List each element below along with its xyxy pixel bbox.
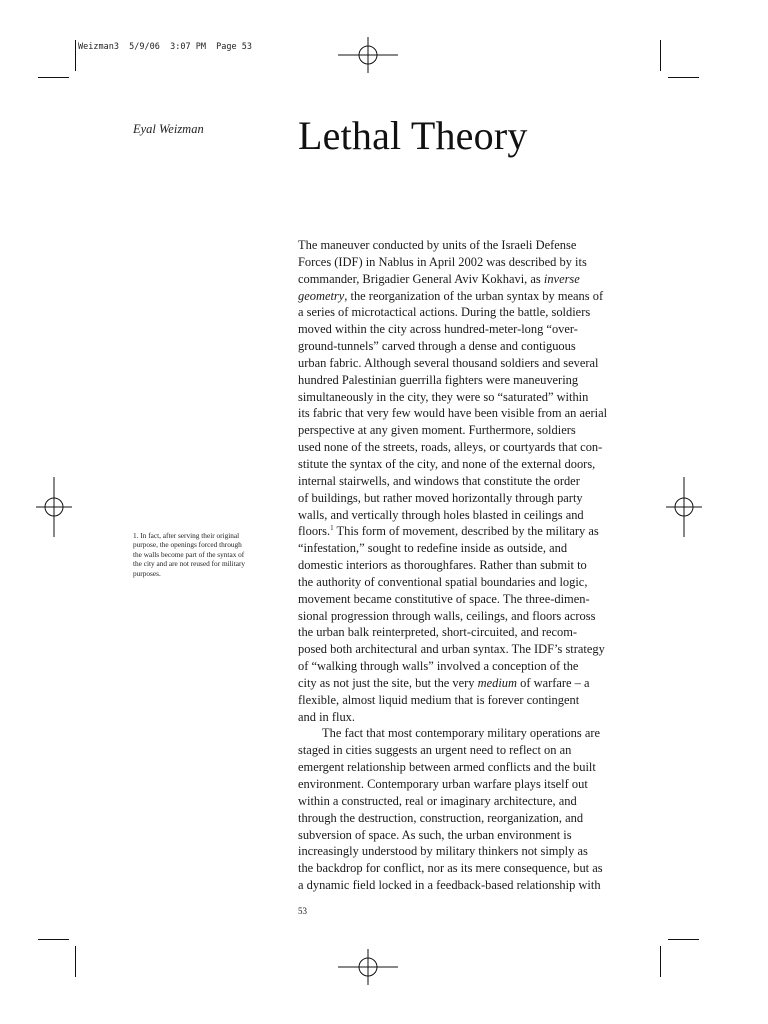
body-line: emergent relationship between armed conflicts and the built (298, 760, 596, 775)
body-line: ground-tunnels” carved through a dense and contiguous (298, 339, 576, 354)
crop-mark (75, 946, 76, 977)
body-line: increasingly understood by military thinkers not simply as (298, 844, 588, 859)
body-line: domestic interiors as thoroughfares. Rather than submit to (298, 558, 587, 573)
body-line: of “walking through walls” involved a conception of the (298, 659, 579, 674)
body-line: floors.$^1$ This form of movement, described by the military as (298, 524, 599, 539)
body-line: movement became constitutive of space. The three-dimen- (298, 591, 590, 606)
body-line: its fabric that very few would have been visible from an aerial (298, 406, 608, 421)
body-line: The maneuver conducted by units of the Israeli Defense (298, 238, 577, 252)
body-line: stitute the syntax of the city, and none of the external doors, (298, 456, 596, 471)
body-line: The fact that most contemporary military operations are (322, 726, 601, 741)
footnote-line: the walls become part of the syntax of (133, 549, 245, 559)
body-line: “infestation,” sought to redefine inside as outside, and (298, 541, 568, 556)
body-line: flexible, almost liquid medium that is forever contingent (298, 692, 580, 707)
body-line: sional progression through walls, ceilings, and floors across (298, 608, 596, 623)
footnote (133, 531, 283, 578)
body-line: Forces (IDF) in Nablus in April 2002 was described by its (298, 254, 587, 269)
footnote-line: purpose, the openings forced through (133, 540, 242, 550)
registration-mark-icon (338, 949, 398, 985)
body-line: of buildings, but rather moved horizontally through party (298, 490, 583, 505)
body-line: urban fabric. Although several thousand soldiers and several (298, 355, 599, 370)
body-line: subversion of space. As such, the urban environment is (298, 827, 572, 842)
body-line: the backdrop for conflict, nor as its mere consequence, but as (298, 861, 603, 876)
chapter-title: Lethal Theory (298, 113, 528, 158)
body-line: a dynamic field locked in a feedback-based relationship with (298, 878, 601, 893)
body-line: the urban balk reinterpreted, short-circuited, and recom- (298, 625, 578, 640)
footnote-line: 1. In fact, after serving their original (133, 531, 240, 540)
body-line: the authority of conventional spatial boundaries and logic, (298, 574, 588, 589)
crop-mark (660, 40, 661, 71)
emphasis-text: geometry (298, 288, 345, 303)
body-line: a series of microtactical actions. During the battle, soldiers (298, 305, 591, 320)
crop-mark (668, 77, 699, 78)
body-text (298, 237, 618, 894)
body-line: posed both architectural and urban syntax. The IDF’s strategy (298, 642, 605, 657)
body-line: used none of the streets, roads, alleys, or courtyards that con- (298, 440, 603, 455)
crop-mark (38, 77, 69, 78)
printer-slug: Weizman3 5/9/06 3:07 PM Page 53 (78, 42, 252, 52)
body-line: commander, Brigadier General Aviv Kokhavi, as inverse (298, 271, 580, 286)
registration-mark-icon (36, 477, 72, 537)
body-line: perspective at any given moment. Furthermore, soldiers (298, 423, 576, 438)
crop-mark (38, 939, 69, 940)
crop-mark (75, 40, 76, 71)
body-line: moved within the city across hundred-meter-long “over- (298, 322, 578, 337)
body-line: simultaneously in the city, they were so “saturated” within (298, 389, 589, 404)
body-line: environment. Contemporary urban warfare plays itself out (298, 777, 588, 791)
body-line: walls, and vertically through holes blasted in ceilings and (298, 507, 584, 522)
footnote-line: the city and are not reused for military (133, 559, 246, 569)
emphasis-text: medium (477, 675, 518, 690)
body-line: within a constructed, real or imaginary architecture, and (298, 793, 577, 808)
footnote-line: purposes. (133, 568, 161, 578)
body-line: hundred Palestinian guerrilla fighters were maneuvering (298, 372, 579, 387)
registration-mark-icon (338, 37, 398, 73)
crop-mark (668, 939, 699, 940)
body-line: geometry, the reorganization of the urban syntax by means of (298, 288, 604, 303)
crop-mark (660, 946, 661, 977)
registration-mark-icon (666, 477, 702, 537)
body-line: and in flux. (298, 709, 355, 724)
body-line: staged in cities suggests an urgent need to reflect on an (298, 743, 572, 758)
page-number: 53 (298, 906, 307, 916)
emphasis-text: inverse (543, 271, 580, 286)
body-line: through the destruction, construction, reorganization, and (298, 810, 584, 825)
footnote-reference: 1 (330, 524, 334, 533)
author-name: Eyal Weizman (133, 122, 204, 136)
body-line: city as not just the site, but the very medium of warfare – a (298, 675, 590, 690)
body-line: internal stairwells, and windows that constitute the order (298, 473, 580, 488)
